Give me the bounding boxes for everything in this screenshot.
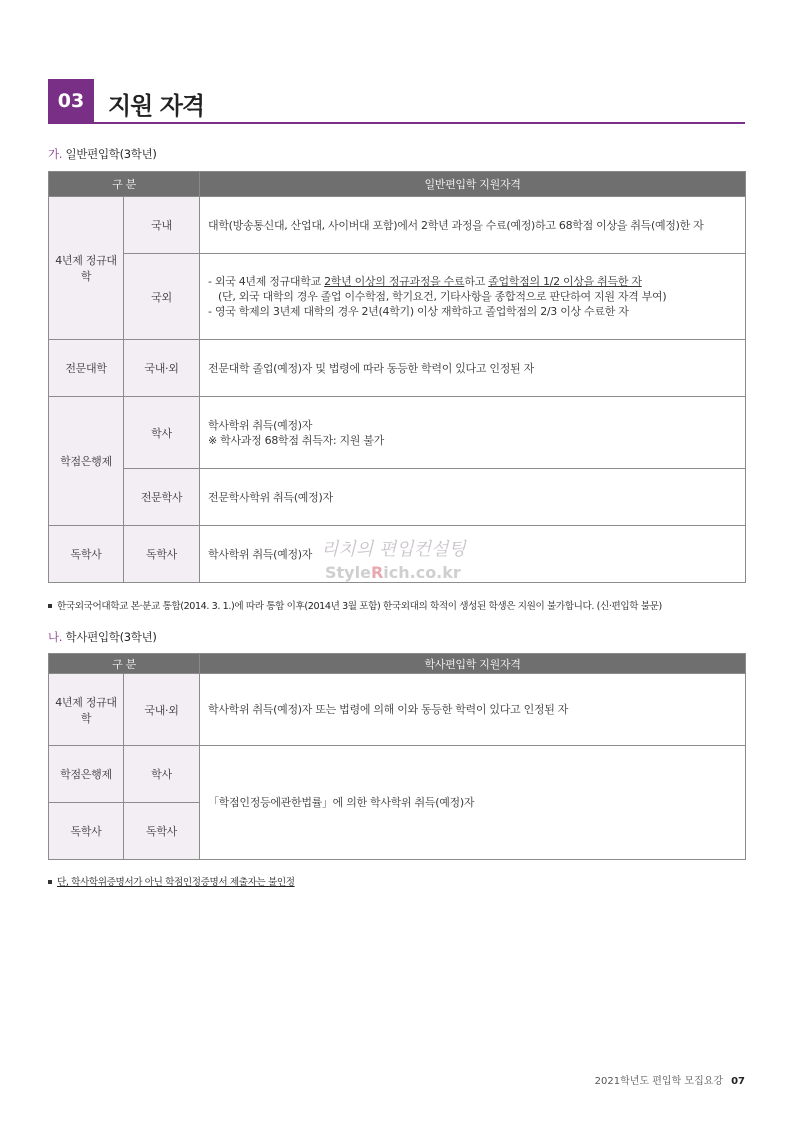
bullet-icon xyxy=(48,880,52,884)
cat-credit-bank: 학점은행제 xyxy=(49,746,124,803)
watermark xyxy=(321,535,481,585)
cat-self-study: 독학사 xyxy=(49,803,124,860)
foreign-line-2: (단, 외국 대학의 경우 졸업 이수학점, 학기요건, 기타사항을 종합적으로 판단하여 지원 자격 부여) xyxy=(218,290,667,303)
cat-college: 전문대학 xyxy=(49,340,124,397)
table-row xyxy=(49,746,746,803)
credit-law-qualification: 「학점인정등에관한법률」에 의한 학사학위 취득(예정)자 xyxy=(200,746,746,860)
table-row xyxy=(49,674,746,746)
foreign-line-1: - 외국 4년제 정규대학교 2학년 이상의 정규과정을 수료하고 졸업학점의 1/2 이상을 취득한 자 xyxy=(208,275,642,288)
table-header-row xyxy=(49,172,746,197)
watermark-text: 리치의 편입컨설팅 xyxy=(321,539,466,560)
bachelor-transfer-heading xyxy=(48,629,157,645)
foreign-qualification xyxy=(200,254,746,340)
general-transfer-heading xyxy=(48,146,157,162)
cat-four-year: 4년제 정규대학 xyxy=(49,674,124,746)
header-division: 구 분 xyxy=(49,654,200,674)
heading-text: 학사편입학(3학년) xyxy=(65,630,157,644)
page-number: 07 xyxy=(731,1076,745,1087)
table-row xyxy=(49,397,746,469)
section-header xyxy=(48,79,745,123)
header-qualification: 학사편입학 지원자격 xyxy=(200,654,746,674)
table-row xyxy=(49,340,746,397)
footer-doc-title: 2021학년도 편입학 모집요강 xyxy=(594,1076,724,1087)
heading-text: 일반편입학(3학년) xyxy=(65,147,157,161)
table-header-row xyxy=(49,654,746,674)
header-division: 구 분 xyxy=(49,172,200,197)
bachelor-qualification: 학사학위 취득(예정)자 ※ 학사과정 68학점 취득자: 지원 불가 xyxy=(200,397,746,469)
general-transfer-note: 한국외국어대학교 본·분교 통합(2014. 3. 1.)에 따라 통합 이후(2014년 3월 포함) 한국외대의 학적이 생성된 학생은 지원이 불가합니다. (신·편입학 불문) xyxy=(48,598,662,612)
header-qualification: 일반편입학 지원자격 xyxy=(200,172,746,197)
page-footer xyxy=(595,1072,745,1087)
bachelor-transfer-table xyxy=(48,653,746,860)
self-study-qualification: 학사학위 취득(예정)자 xyxy=(200,526,746,583)
cat-foreign: 국외 xyxy=(124,254,200,340)
cat-self-study: 독학사 xyxy=(49,526,124,583)
cat-bachelor: 학사 xyxy=(124,397,200,469)
domestic-qualification: 대학(방송통신대, 산업대, 사이버대 포함)에서 2학년 과정을 수료(예정)하고 68학점 이상을 취득(예정)한 자 xyxy=(200,197,746,254)
table-row xyxy=(49,469,746,526)
college-qualification: 전문대학 졸업(예정)자 및 법령에 따라 동등한 학력이 있다고 인정된 자 xyxy=(200,340,746,397)
section-title: 지원 자격 xyxy=(108,92,205,120)
section-number: 03 xyxy=(48,79,94,123)
cat-credit-bank-sub: 학사 xyxy=(124,746,200,803)
bachelor-transfer-note: 단, 학사학위증명서가 아닌 학점인정증명서 제출자는 불인정 xyxy=(48,874,295,888)
cat-self-study-sub: 독학사 xyxy=(124,526,200,583)
cat-self-study-sub: 독학사 xyxy=(124,803,200,860)
cat-four-year-sub: 국내·외 xyxy=(124,674,200,746)
heading-mark: 가. xyxy=(48,147,63,161)
associate-qualification: 전문학사학위 취득(예정)자 xyxy=(200,469,746,526)
general-transfer-table xyxy=(48,171,746,583)
heading-mark: 나. xyxy=(48,630,63,644)
watermark-url: StyleRich.co.kr xyxy=(325,563,461,582)
four-year-qualification: 학사학위 취득(예정)자 또는 법령에 의해 이와 동등한 학력이 있다고 인정된 자 xyxy=(200,674,746,746)
foreign-line-3: - 영국 학제의 3년제 대학의 경우 2년(4학기) 이상 재학하고 졸업학점의 2/3 이상 수료한 자 xyxy=(208,305,629,318)
header-divider xyxy=(48,122,745,124)
cat-domestic: 국내 xyxy=(124,197,200,254)
cat-college-sub: 국내·외 xyxy=(124,340,200,397)
cat-associate: 전문학사 xyxy=(124,469,200,526)
cat-credit-bank: 학점은행제 xyxy=(49,397,124,526)
table-row xyxy=(49,254,746,340)
cat-four-year: 4년제 정규대학 xyxy=(49,197,124,340)
table-row xyxy=(49,197,746,254)
bullet-icon xyxy=(48,604,52,608)
